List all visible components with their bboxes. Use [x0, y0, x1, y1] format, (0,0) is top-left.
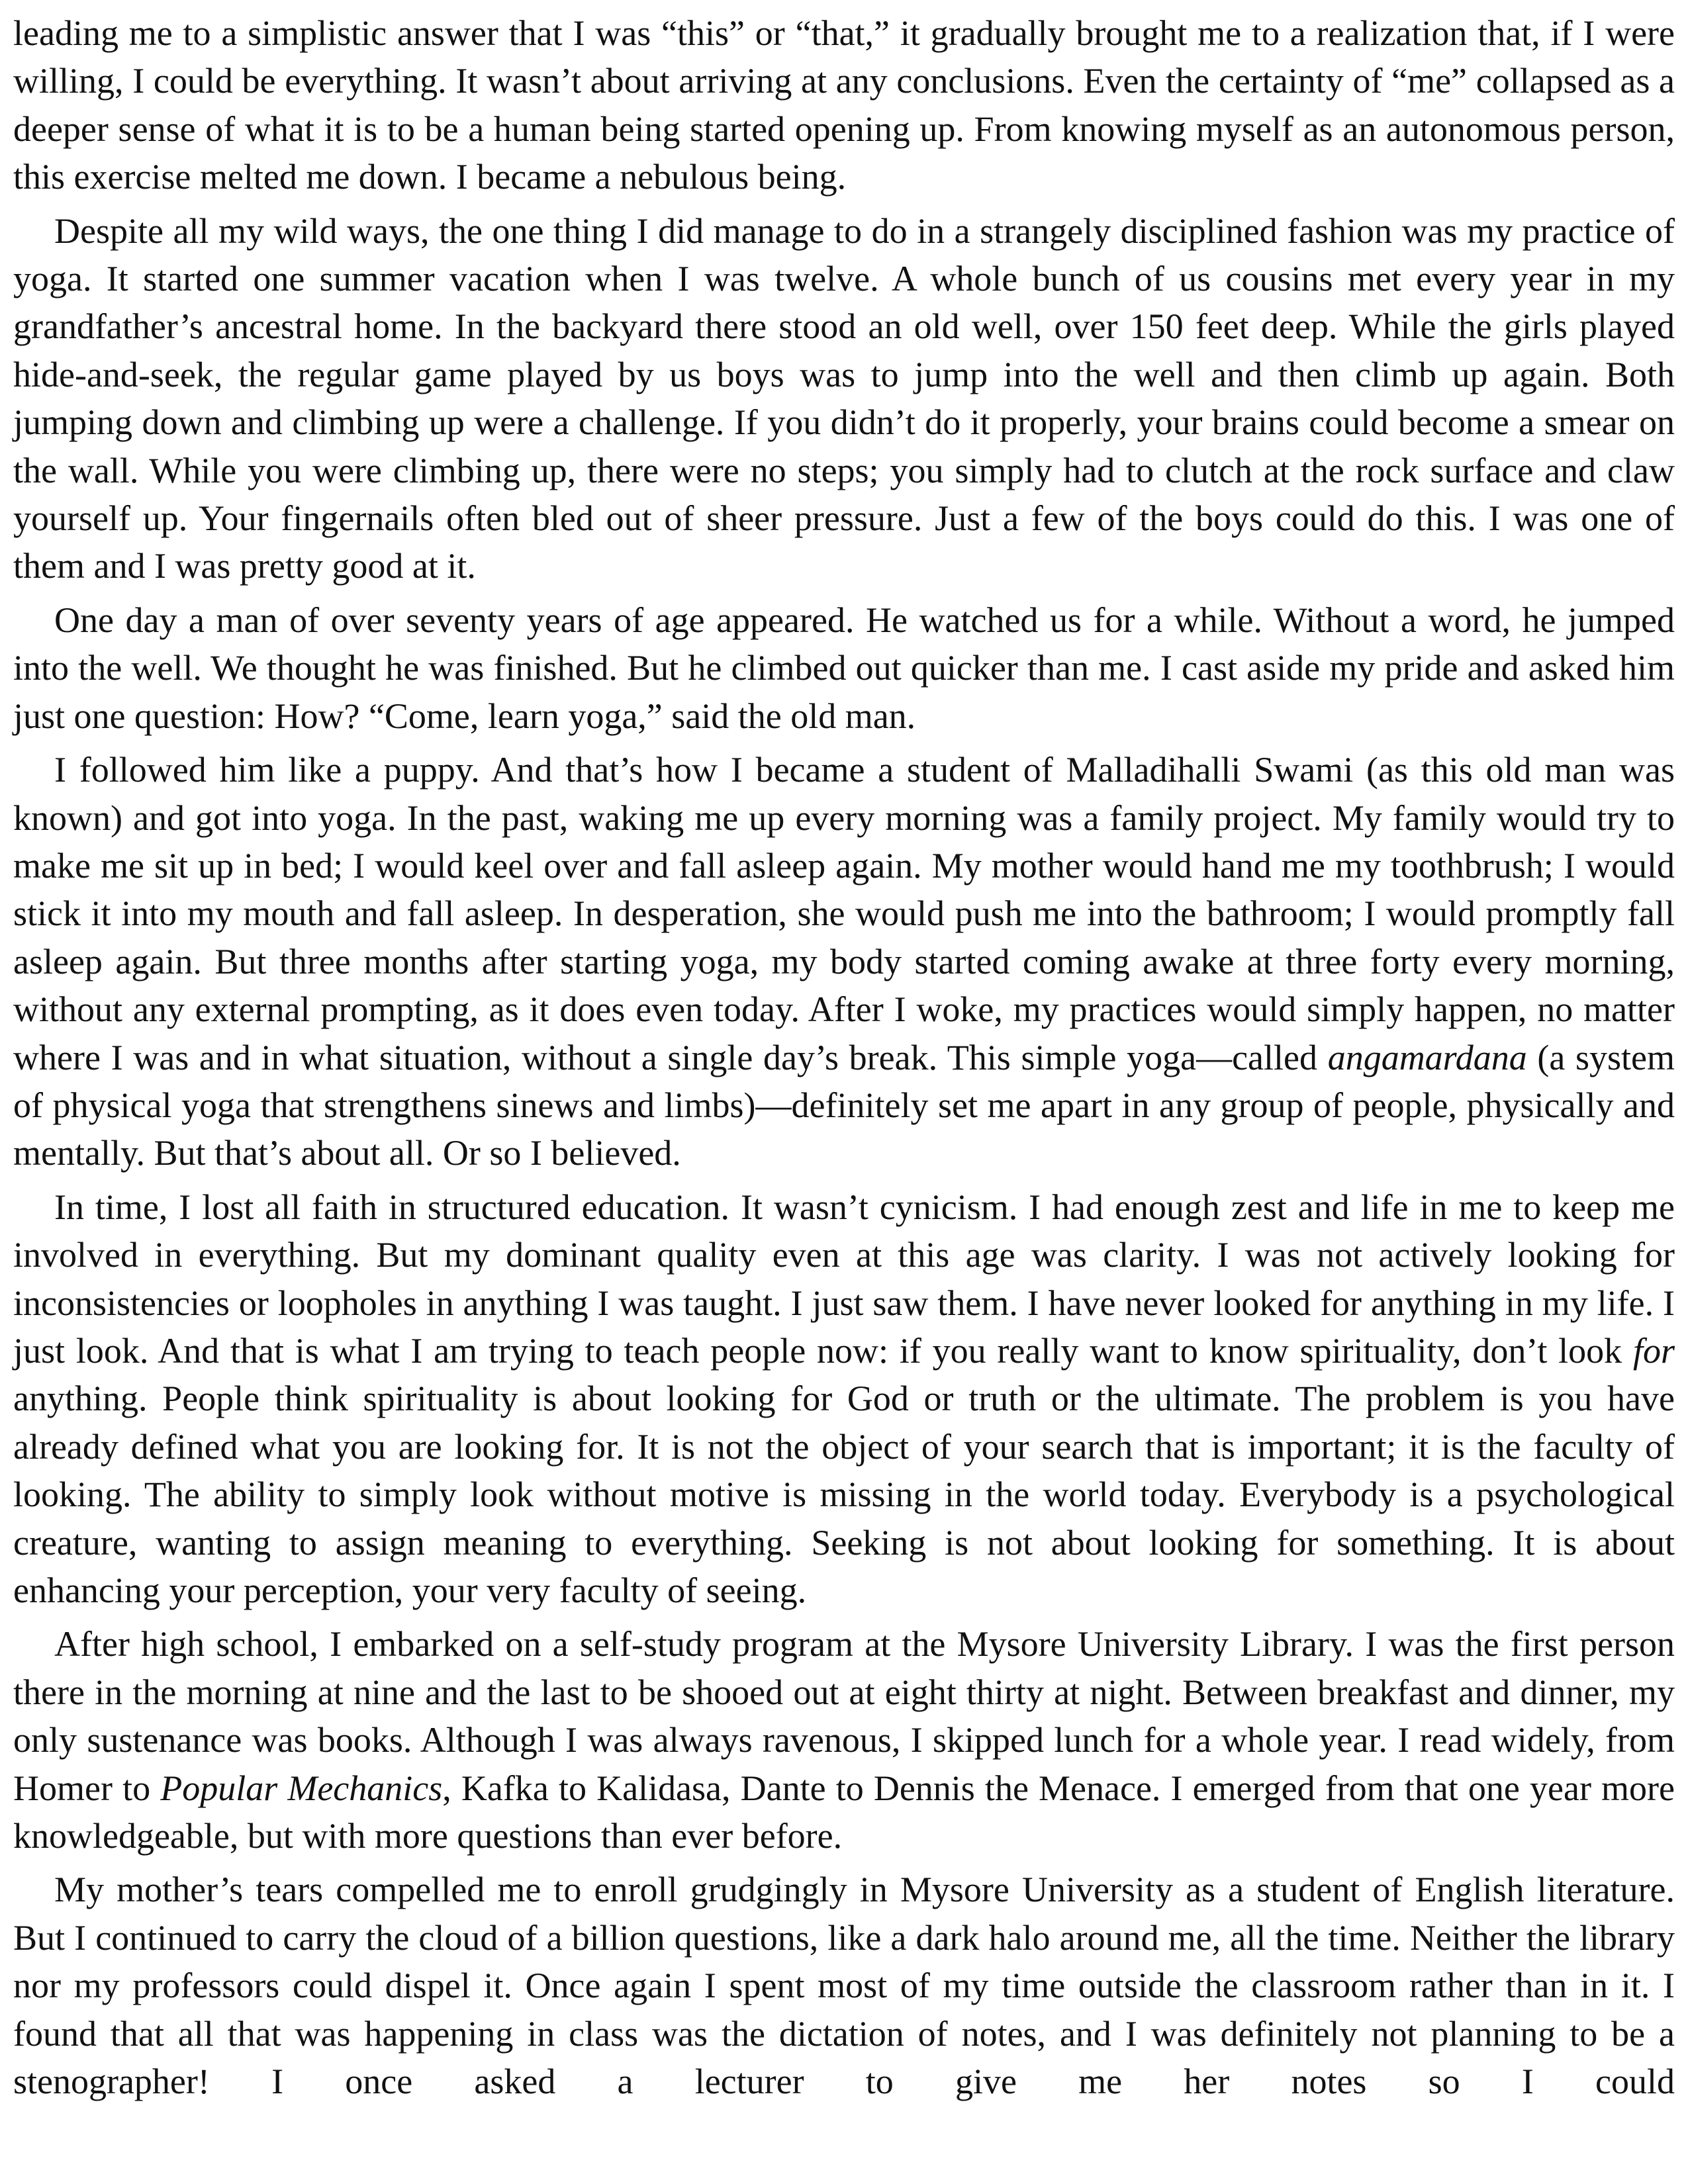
- paragraph-2: [13, 207, 1675, 590]
- paragraph-5: [13, 1183, 1675, 1615]
- paragraph-6: [13, 1620, 1675, 1860]
- paragraph-4-text-b: (a system of physical yoga that strengthens sinews and limbs)—definitely set me apart in any group of people, physically and mentally. But that’s about all. Or so I believed.: [13, 1037, 1675, 1173]
- paragraph-6-text-b: , Kafka to Kalidasa, Dante to Dennis the Menace. I emerged from that one year more knowledgeable, but with more questions than ever before.: [13, 1768, 1675, 1856]
- paragraph-5-text-a: In time, I lost all faith in structured education. It wasn’t cynicism. I had enough zest and life in me to keep me involved in everything. But my dominant quality even at this age was clarity. I was not actively looking for inconsistencies or loopholes in anything I was taught. I just saw them. I have never looked for anything in my life. I just look. And that is what I am trying to teach people now: if you really want to know spirituality, don’t look: [13, 1187, 1675, 1371]
- paragraph-3-text: One day a man of over seventy years of age appeared. He watched us for a while. Without a word, he jumped into the well. We thought he was finished. But he climbed out quicker than me. I cast aside my pride and asked him just one question: How? “Come, learn yoga,” said the old man.: [13, 600, 1675, 736]
- paragraph-4: [13, 746, 1675, 1177]
- paragraph-7-text: My mother’s tears compelled me to enroll grudgingly in Mysore University as a student of English literature. But I continued to carry the cloud of a billion questions, like a dark halo around me, all the time. Neither the library nor my professors could dispel it. Once again I spent most of my time outside the classroom rather than in it. I found that all that was happening in class was the dictation of notes, and I was definitely not planning to be a stenographer! I once asked a lecturer to give me her notes so I could: [13, 1870, 1675, 2102]
- paragraph-5-italic-word: for: [1632, 1330, 1675, 1371]
- paragraph-5-text-b: anything. People think spirituality is about looking for God or truth or the ultimate. The problem is you have already defined what you are looking for. It is not the object of your search that is important; it is the faculty of looking. The ability to simply look without motive is missing in the world today. Everybody is a psychological creature, wanting to assign meaning to everything. Seeking is not about looking for something. It is about enhancing your perception, your very faculty of seeing.: [13, 1379, 1675, 1610]
- paragraph-4-italic-term: angamardana: [1327, 1037, 1527, 1077]
- paragraph-7: [13, 1866, 1675, 2105]
- paragraph-2-text: Despite all my wild ways, the one thing I did manage to do in a strangely disciplined fashion was my practice of yoga. It started one summer vacation when I was twelve. A whole bunch of us cousins met every year in my grandfather’s ancestral home. In the backyard there stood an old well, over 150 feet deep. While the girls played hide-and-seek, the regular game played by us boys was to jump into the well and then climb up again. Both jumping down and climbing up were a challenge. If you didn’t do it properly, your brains could become a smear on the wall. While you were climbing up, there were no steps; you simply had to clutch at the rock surface and claw yourself up. Your fingernails often bled out of sheer pressure. Just a few of the boys could do this. I was one of them and I was pretty good at it.: [13, 210, 1675, 586]
- paragraph-4-text-a: I followed him like a puppy. And that’s how I became a student of Malladihalli Swami (as this old man was known) and got into yoga. In the past, waking me up every morning was a family project. My family would try to make me sit up in bed; I would keel over and fall asleep again. My mother would hand me my toothbrush; I would stick it into my mouth and fall asleep. In desperation, she would push me into the bathroom; I would promptly fall asleep again. But three months after starting yoga, my body started coming awake at three forty every morning, without any external prompting, as it does even today. After I woke, my practices would simply happen, no matter where I was and in what situation, without a single day’s break. This simple yoga—called: [13, 750, 1675, 1077]
- paragraph-1: [13, 9, 1675, 201]
- paragraph-6-text-a: After high school, I embarked on a self-study program at the Mysore University Library. I was the first person there in the morning at nine and the last to be shooed out at eight thirty at night. Between breakfast and dinner, my only sustenance was books. Although I was always ravenous, I skipped lunch for a whole year. I read widely, from Homer to: [13, 1624, 1675, 1808]
- paragraph-3: [13, 596, 1675, 740]
- paragraph-6-italic-title: Popular Mechanics: [160, 1768, 443, 1808]
- paragraph-1-text: leading me to a simplistic answer that I was “this” or “that,” it gradually brought me to a realization that, if I were willing, I could be everything. It wasn’t about arriving at any conclusions. Even the certainty of “me” collapsed as a deeper sense of what it is to be a human being started opening up. From knowing myself as an autonomous person, this exercise melted me down. I became a nebulous being.: [13, 13, 1675, 197]
- book-page: [13, 9, 1675, 2105]
